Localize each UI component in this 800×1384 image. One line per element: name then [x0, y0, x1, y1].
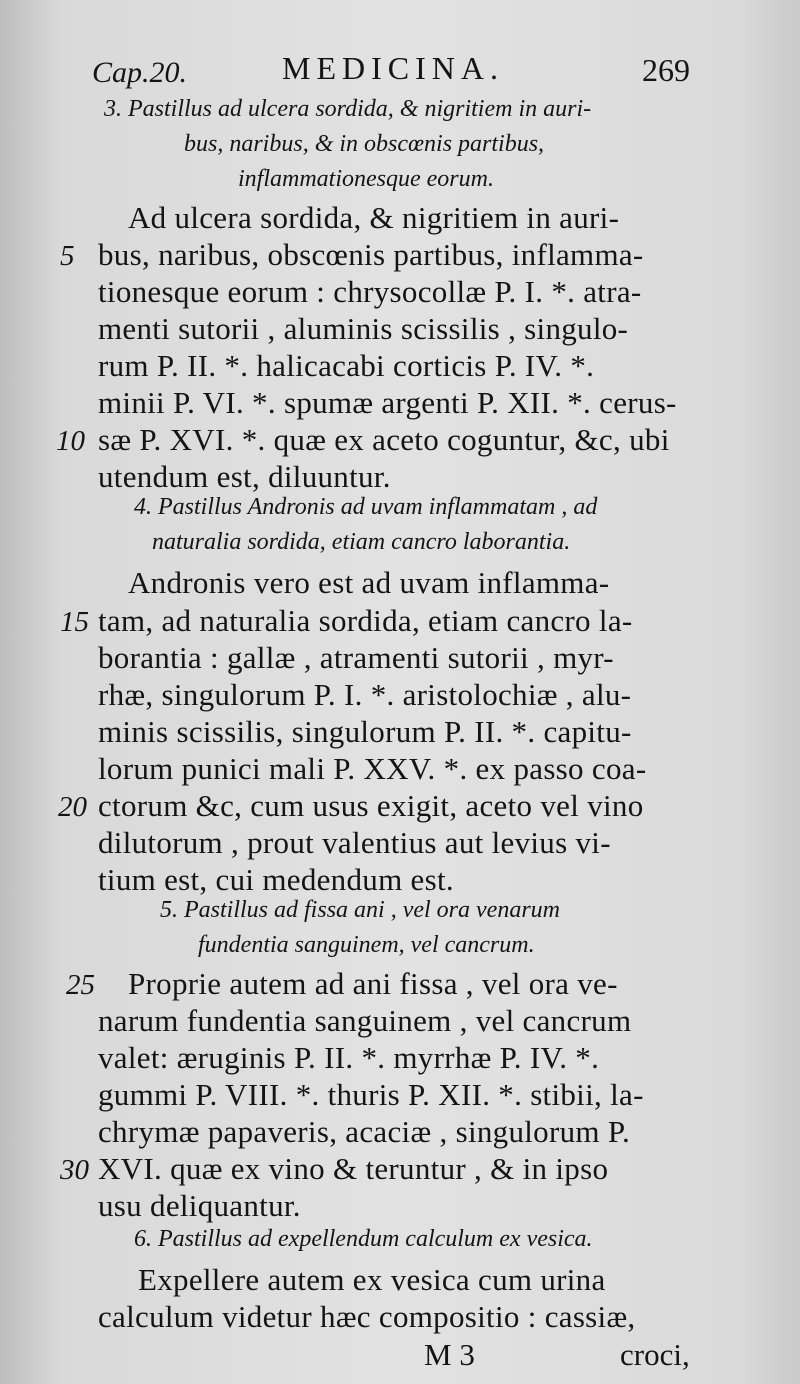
chapter-label: Cap.20.: [92, 56, 188, 89]
body-line: lorum punici mali P. XXV. *. ex passo coa-: [98, 751, 647, 786]
margin-line-number: 20: [58, 791, 87, 823]
body-line: Ad ulcera sordida, & nigritiem in auri-: [128, 200, 620, 235]
body-line: minii P. VI. *. spumæ argenti P. XII. *. cerus-: [98, 385, 677, 420]
body-line: ctorum &c, cum usus exigit, aceto vel vino: [98, 788, 644, 823]
body-line: Expellere autem ex vesica cum urina: [138, 1262, 606, 1297]
running-title: MEDICINA.: [282, 50, 504, 86]
margin-line-number: 15: [60, 606, 89, 638]
body-line: dilutorum , prout valentius aut levius vi-: [98, 825, 611, 860]
body-line: minis scissilis, singulorum P. II. *. capitu-: [98, 714, 632, 749]
recipe-heading-line: naturalia sordida, etiam cancro laborantia.: [152, 529, 571, 555]
body-line: tionesque eorum : chrysocollæ P. I. *. atra-: [98, 274, 642, 309]
body-line: Andronis vero est ad uvam inflamma-: [128, 565, 610, 600]
recipe-heading-line: 6. Pastillus ad expellendum calculum ex vesica.: [134, 1226, 593, 1252]
margin-line-number: 5: [60, 240, 75, 272]
body-line: utendum est, diluuntur.: [98, 459, 391, 494]
body-line: tium est, cui medendum est.: [98, 862, 454, 897]
body-line: gummi P. VIII. *. thuris P. XII. *. stibii, la-: [98, 1077, 644, 1112]
body-line: rhæ, singulorum P. I. *. aristolochiæ , alu-: [98, 677, 632, 712]
recipe-heading-line: 5. Pastillus ad fissa ani , vel ora venarum: [160, 897, 560, 923]
body-line: usu deliquantur.: [98, 1188, 301, 1223]
page-number: 269: [642, 52, 690, 88]
body-line: rum P. II. *. halicacabi corticis P. IV. *.: [98, 348, 595, 383]
body-line: menti sutorii , aluminis scissilis , singulo-: [98, 311, 629, 346]
body-line: bus, naribus, obscœnis partibus, inflamma-: [98, 237, 644, 272]
body-line: narum fundentia sanguinem , vel cancrum: [98, 1003, 632, 1038]
body-line: Proprie autem ad ani fissa , vel ora ve-: [128, 966, 618, 1001]
recipe-heading-line: fundentia sanguinem, vel cancrum.: [198, 932, 535, 958]
body-line: calculum videtur hæc compositio : cassiæ,: [98, 1299, 636, 1334]
margin-line-number: 30: [60, 1154, 89, 1186]
body-line: borantia : gallæ , atramenti sutorii , myr-: [98, 640, 614, 675]
body-line: tam, ad naturalia sordida, etiam cancro la-: [98, 603, 633, 638]
body-line: chrymæ papaveris, acaciæ , singulorum P.: [98, 1114, 631, 1149]
catchword: croci,: [620, 1337, 690, 1372]
body-line: sæ P. XVI. *. quæ ex aceto coguntur, &c, ubi: [98, 422, 670, 457]
margin-line-number: 25: [66, 969, 95, 1001]
body-line: XVI. quæ ex vino & teruntur , & in ipso: [98, 1151, 609, 1186]
recipe-heading-line: inflammationesque eorum.: [238, 166, 494, 192]
signature-mark: M 3: [424, 1337, 475, 1372]
recipe-heading-line: 3. Pastillus ad ulcera sordida, & nigritiem in auri-: [104, 96, 592, 122]
body-line: valet: æruginis P. II. *. myrrhæ P. IV. *.: [98, 1040, 600, 1075]
recipe-heading-line: bus, naribus, & in obscœnis partibus,: [184, 131, 545, 157]
recipe-heading-line: 4. Pastillus Andronis ad uvam inflammatam , ad: [134, 494, 598, 520]
margin-line-number: 10: [56, 425, 85, 457]
